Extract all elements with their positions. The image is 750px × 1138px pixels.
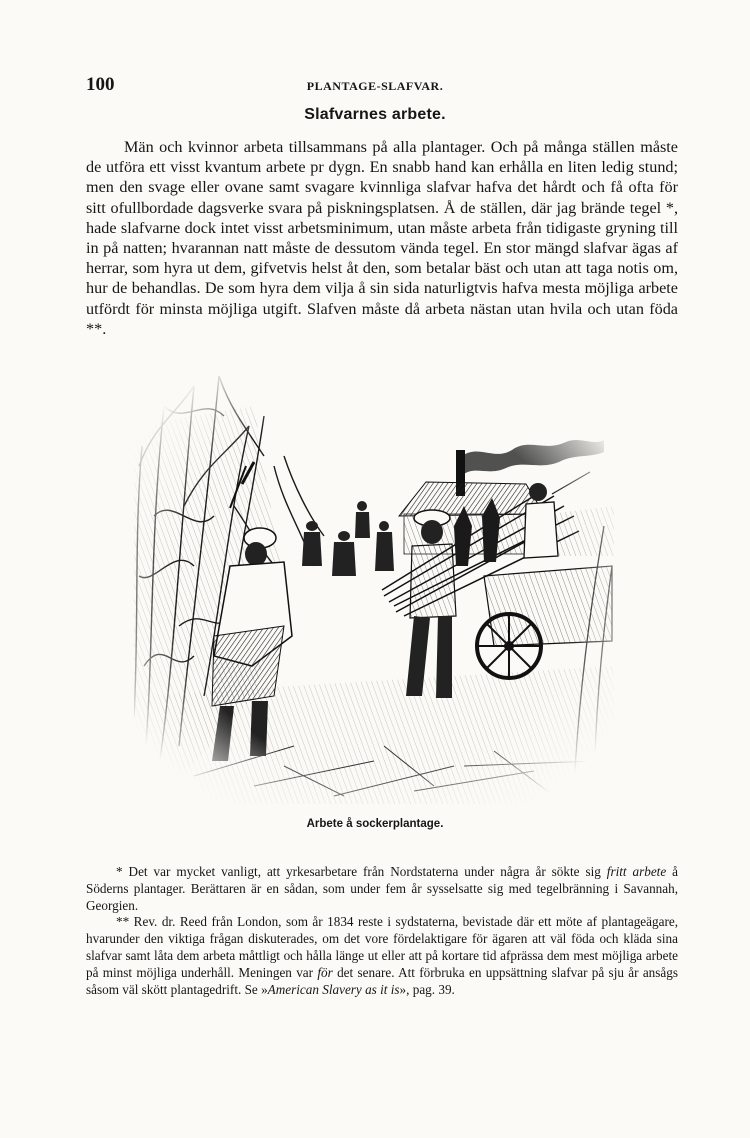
footnotes bbox=[86, 864, 678, 998]
footnote-2-marker: ** bbox=[116, 914, 130, 930]
footnote-1: * Det var mycket vanligt, att yrkesarbetare från Nordstaterna under några år sökte sig fritt arbete å Söderns plantager. Berättaren är en sådan, som under fem år sysselsatte sig med tegelbränning i Savannah, Georgien. bbox=[86, 864, 679, 913]
body-paragraph: Män och kvinnor arbeta tillsammans på alla plantager. Och på många ställen måste de utföra ett visst kvantum arbete pr dygn. En snabb hand kan erhålla en liten ledig stund; men den svage eller ovane samt svagare kvinnliga slafvar hafva det hårdt och få ofta för sitt ofullbordade dagsverke svara på piskningsplatsen. Å de ställen, där jag brände tegel *, hade slafvarne dock intet visst arbetsminimum, utan måste arbeta från tidigaste gryning till in på natten; hvarannan natt måste de dessutom vända tegel. En stor mängd slafvar ägas af herrar, som hyra ut dem, gifvetvis helst åt den, som betalar bäst och utan att taga notis om, hur de behandlas. De som hyra dem vilja å sin sida naturligtvis hafva mesta möjliga arbete utfördt för minsta möjliga utgift. Slafven måste då arbeta nästan utan hvila och utan föda **. bbox=[86, 138, 678, 338]
running-head: PLANTAGE-SLAFVAR. bbox=[306, 79, 444, 93]
section-title: Slafvarnes arbete. bbox=[304, 106, 446, 123]
page-number: 100 bbox=[86, 74, 115, 95]
sugar-plantation-engraving bbox=[134, 366, 614, 804]
figure-caption: Arbete å sockerplantage. bbox=[306, 818, 444, 830]
footnote-2: ** Rev. dr. Reed från London, som år 1834 reste i sydstaterna, bevistade där ett möte af plantageägare, hvarunder den viktiga frågan diskuterades, om det vore fördelaktigare för ägaren att väl föda och kläda sina slafvar samt låta dem arbeta måttligt och hålla länge ut eller att på kortare tid afprässa dem mest möjliga arbete på minst möjliga underhåll. Meningen var för det senare. Att förbruka en uppsättning slafvar på sju år ansågs såsom väl skött plantagedrift. Se »American Slavery as it is», pag. 39. bbox=[86, 914, 678, 997]
footnote-1-marker: * bbox=[116, 864, 123, 879]
